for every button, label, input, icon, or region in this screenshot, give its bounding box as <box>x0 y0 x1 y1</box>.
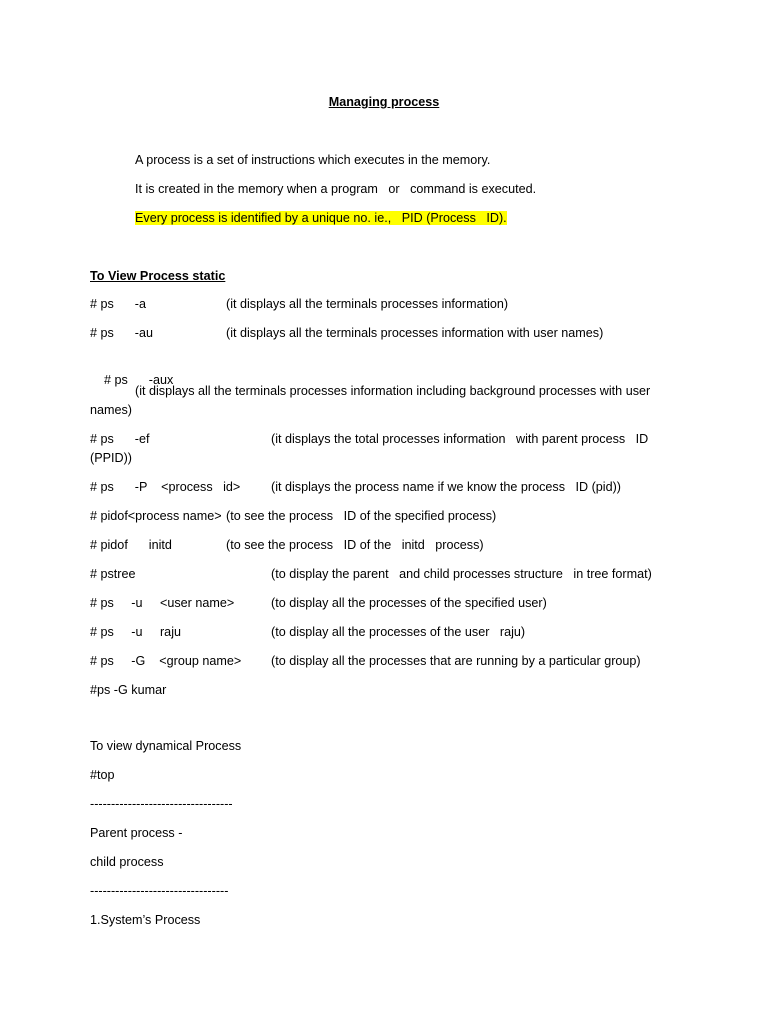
command-text: # ps -u <user name> <box>90 596 235 610</box>
command-text: # ps -u raju <box>90 625 181 639</box>
command-description: (to display the parent and child processes structure in tree format) <box>271 567 652 581</box>
separator-line: --------------------------------- <box>90 884 229 898</box>
command-text: # pstree <box>90 567 136 581</box>
static-heading: To View Process static <box>90 269 226 283</box>
intro-line-3 <box>135 209 507 227</box>
command-text: # ps -aux <box>104 373 174 387</box>
command-description-wrapped: (it displays all the terminals processes information including background processes with user <box>135 384 651 398</box>
child-process-label: child process <box>90 855 164 869</box>
command-row: #ps -G kumar <box>90 683 167 697</box>
page-title: Managing process <box>328 95 440 109</box>
command-text: # ps -P <process id> <box>90 480 241 494</box>
command-description-continuation: names) <box>90 403 132 417</box>
command-description: (to display all the processes of the user raju) <box>271 625 526 639</box>
intro-line-2: It is created in the memory when a program or command is executed. <box>135 182 537 196</box>
command-text: # ps -ef <box>90 432 150 446</box>
command-text: # ps -G <group name> <box>90 654 242 668</box>
command-description-continuation: (PPID)) <box>90 451 132 465</box>
command-description: (it displays all the terminals processes information with user names) <box>226 326 604 340</box>
command-row <box>90 652 760 724</box>
highlighted-text: Every process is identified by a unique no. ie., PID (Process ID). <box>135 211 507 225</box>
command-description: (to display all the processes of the specified user) <box>271 596 547 610</box>
dynamic-heading: To view dynamical Process <box>90 739 242 753</box>
command-description: (it displays the total processes information with parent process ID <box>271 432 649 446</box>
command-description: (to display all the processes that are running by a particular group) <box>271 654 641 668</box>
command-text: # pidof<process name> <box>90 509 222 523</box>
separator-line: ---------------------------------- <box>90 797 233 811</box>
command-description: (it displays all the terminals processes information) <box>226 297 509 311</box>
system-process-label: 1.System’s Process <box>90 913 201 927</box>
top-command: #top <box>90 768 115 782</box>
command-description: (to see the process ID of the initd process) <box>226 538 484 552</box>
parent-process-label: Parent process - <box>90 826 183 840</box>
command-text: # pidof initd <box>90 538 172 552</box>
command-text: # ps -au <box>90 326 153 340</box>
command-text: # ps -a <box>90 297 146 311</box>
command-description: (it displays the process name if we know the process ID (pid)) <box>271 480 621 494</box>
intro-line-1: A process is a set of instructions which executes in the memory. <box>135 153 491 167</box>
command-description: (to see the process ID of the specified process) <box>226 509 497 523</box>
